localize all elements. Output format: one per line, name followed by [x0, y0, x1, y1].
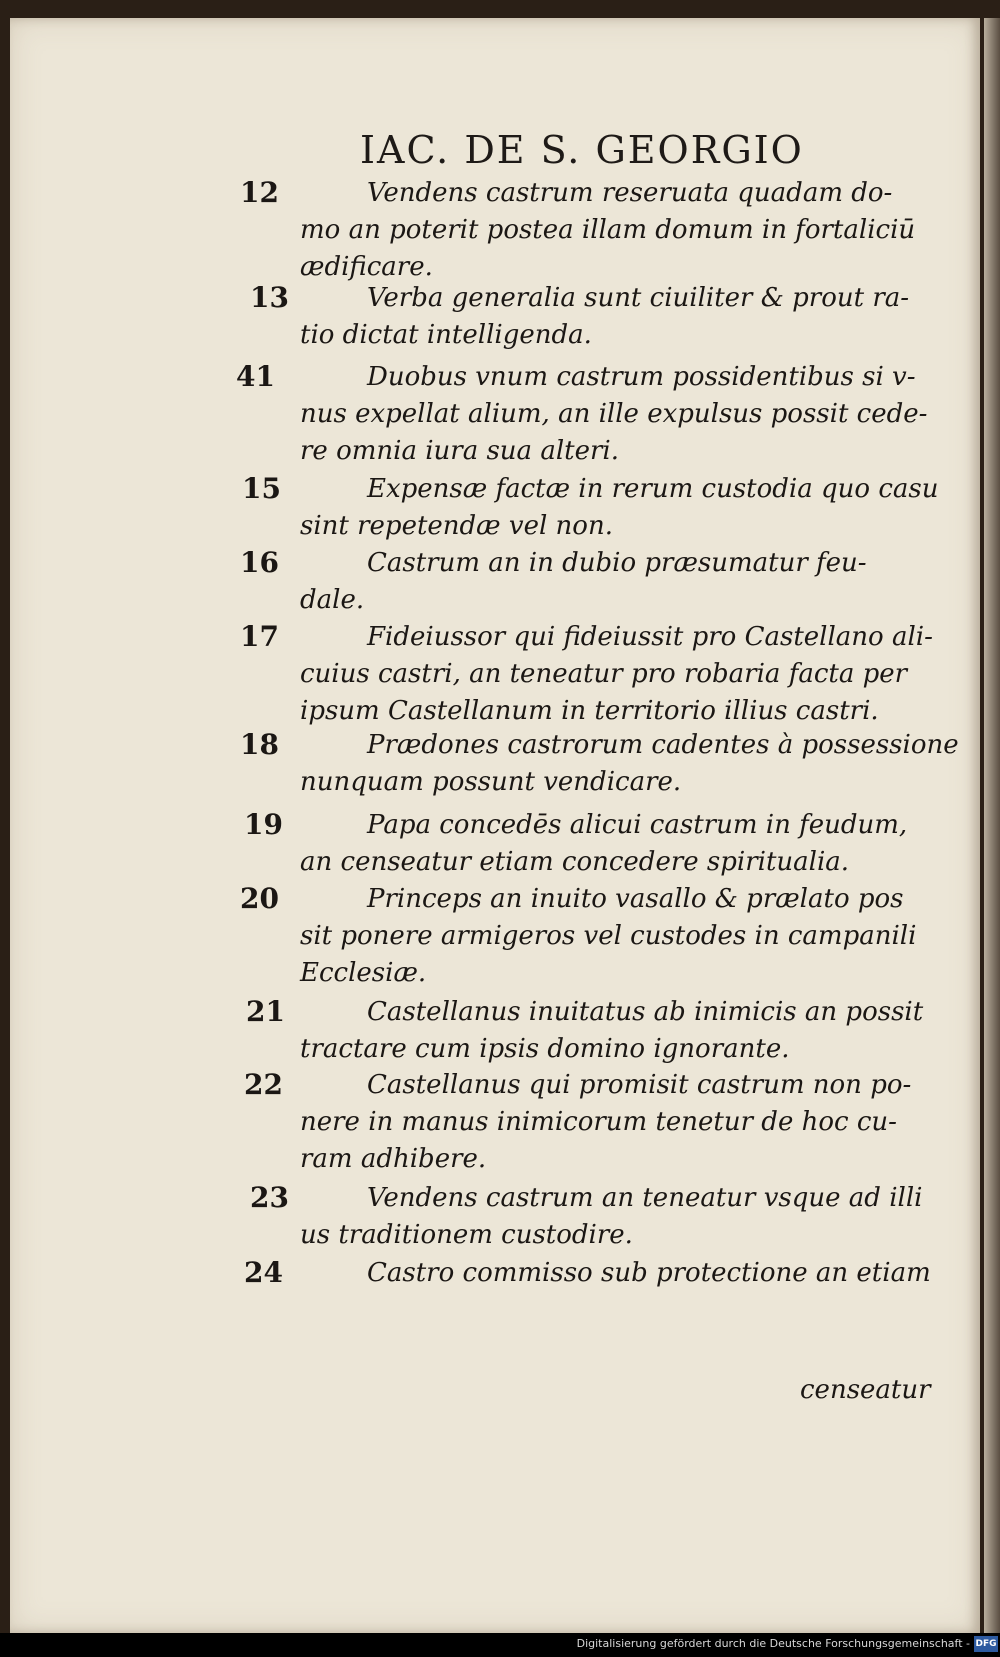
- catchword: censeatur: [800, 1375, 931, 1405]
- entry-line: sit ponere armigeros vel custodes in campanili: [300, 921, 917, 951]
- entry-line: Fideiussor qui fideiussit pro Castellano ali-: [367, 622, 933, 652]
- entry-number: 18: [240, 728, 279, 761]
- entry-line: Ecclesiæ.: [300, 958, 427, 988]
- running-header: IAC. DE S. GEORGIO: [360, 128, 804, 172]
- entry-line: dale.: [300, 585, 365, 615]
- entry-line: tio dictat intelligenda.: [300, 320, 592, 350]
- entry-line: an censeatur etiam concedere spiritualia.: [300, 847, 850, 877]
- entry-line: Vendens castrum reseruata quadam do-: [367, 178, 893, 208]
- entry-line: tractare cum ipsis domino ignorante.: [300, 1034, 790, 1064]
- entry-number: 41: [236, 360, 275, 393]
- entry-line: Castro commisso sub protectione an etiam: [367, 1258, 931, 1288]
- entry-number: 17: [240, 620, 279, 653]
- entry-number: 21: [246, 995, 285, 1028]
- entry-line: Verba generalia sunt ciuiliter & prout ra-: [367, 283, 910, 313]
- entry-number: 16: [240, 546, 279, 579]
- entry-number: 13: [250, 281, 289, 314]
- entry-number: 23: [250, 1181, 289, 1214]
- entry-line: Expensæ factæ in rerum custodia quo casu: [367, 474, 939, 504]
- entry-line: mo an poterit postea illam domum in fortaliciū: [300, 215, 916, 245]
- entry-line: Papa concedēs alicui castrum in feudum,: [367, 810, 908, 840]
- entry-line: Castrum an in dubio præsumatur feu-: [367, 548, 867, 578]
- entry-number: 22: [244, 1068, 283, 1101]
- entry-line: Princeps an inuito vasallo & prælato pos: [367, 884, 904, 914]
- footer-credit: Digitalisierung gefördert durch die Deutsche Forschungsgemeinschaft -: [576, 1637, 970, 1650]
- entry-line: nunquam possunt vendicare.: [300, 767, 682, 797]
- entry-line: nus expellat alium, an ille expulsus possit cede-: [300, 399, 928, 429]
- entry-number: 19: [244, 808, 283, 841]
- footer-bar: [0, 1633, 1000, 1657]
- entry-line: ram adhibere.: [300, 1144, 487, 1174]
- entry-number: 24: [244, 1256, 283, 1289]
- entry-line: re omnia iura sua alteri.: [300, 436, 619, 466]
- entry-number: 20: [240, 882, 279, 915]
- entry-line: Castellanus inuitatus ab inimicis an possit: [367, 997, 924, 1027]
- entry-line: ædificare.: [300, 252, 433, 282]
- entry-line: cuius castri, an teneatur pro robaria facta per: [300, 659, 908, 689]
- entry-line: Duobus vnum castrum possidentibus si v-: [367, 362, 916, 392]
- entry-line: sint repetendæ vel non.: [300, 511, 613, 541]
- entry-line: Castellanus qui promisit castrum non po-: [367, 1070, 912, 1100]
- entry-line: nere in manus inimicorum tenetur de hoc cu-: [300, 1107, 897, 1137]
- entry-line: Prædones castrorum cadentes à possessione: [367, 730, 959, 760]
- entry-line: Vendens castrum an teneatur vsque ad illi: [367, 1183, 923, 1213]
- entry-line: ipsum Castellanum in territorio illius castri.: [300, 696, 879, 726]
- entry-number: 15: [242, 472, 281, 505]
- entry-line: us traditionem custodire.: [300, 1220, 633, 1250]
- dfg-logo: DFG: [974, 1636, 998, 1652]
- entry-number: 12: [240, 176, 279, 209]
